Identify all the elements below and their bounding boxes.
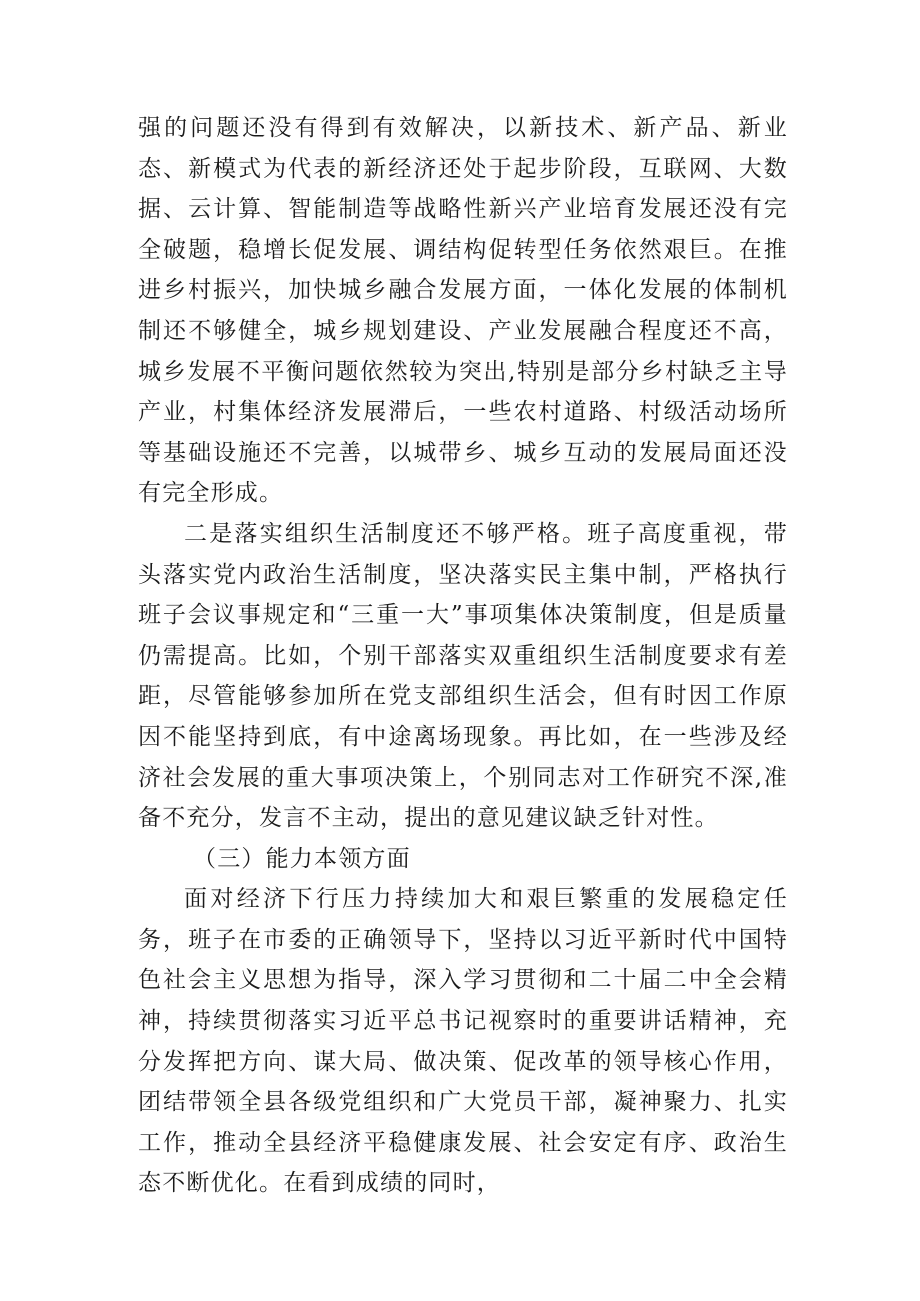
paragraph-ability: 面对经济下行压力持续加大和艰巨繁重的发展稳定任务，班子在市委的正确领导下，坚持以习近平新时代中国特色社会主义思想为指导，深入学习贯彻和二十届二中全会精神，持续贯彻落实习近平总书记视察时的重要讲话精神，充分发挥把方向、谋大局、做决策、促改革的领导核心作用，团结带领全县各级党组织和广大党员干部，凝神聚力、扎实工作，推动全县经济平稳健康发展、社会安定有序、政治生态不断优化。在看到成绩的同时， [138, 886, 788, 1197]
section-heading-ability: （三）能力本领方面 [193, 845, 411, 872]
paragraph-continuation: 强的问题还没有得到有效解决，以新技术、新产品、新业态、新模式为代表的新经济还处于起步阶段，互联网、大数据、云计算、智能制造等战略性新兴产业培育发展还没有完全破题，稳增长促发展、调结构促转型任务依然艰巨。在推进乡村振兴，加快城乡融合发展方面，一体化发展的体制机制还不够健全，城乡规划建设、产业发展融合程度还不高，城乡发展不平衡问题依然较为突出,特别是部分乡村缺乏主导产业，村集体经济发展滞后，一些农村道路、村级活动场所等基础设施还不完善，以城带乡、城乡互动的发展局面还没有完全形成。 [138, 115, 788, 507]
document-body [138, 108, 788, 1204]
paragraph-organizational-life: 二是落实组织生活制度还不够严格。班子高度重视，带头落实党内政治生活制度，坚决落实民主集中制，严格执行班子会议事规定和“三重一大”事项集体决策制度，但是质量仍需提高。比如，个别干部落实双重组织生活制度要求有差距，尽管能够参加所在党支部组织生活会，但有时因工作原因不能坚持到底，有中途离场现象。再比如，在一些涉及经济社会发展的重大事项决策上，个别同志对工作研究不深,准备不充分，发言不主动，提出的意见建议缺乏针对性。 [138, 520, 788, 832]
